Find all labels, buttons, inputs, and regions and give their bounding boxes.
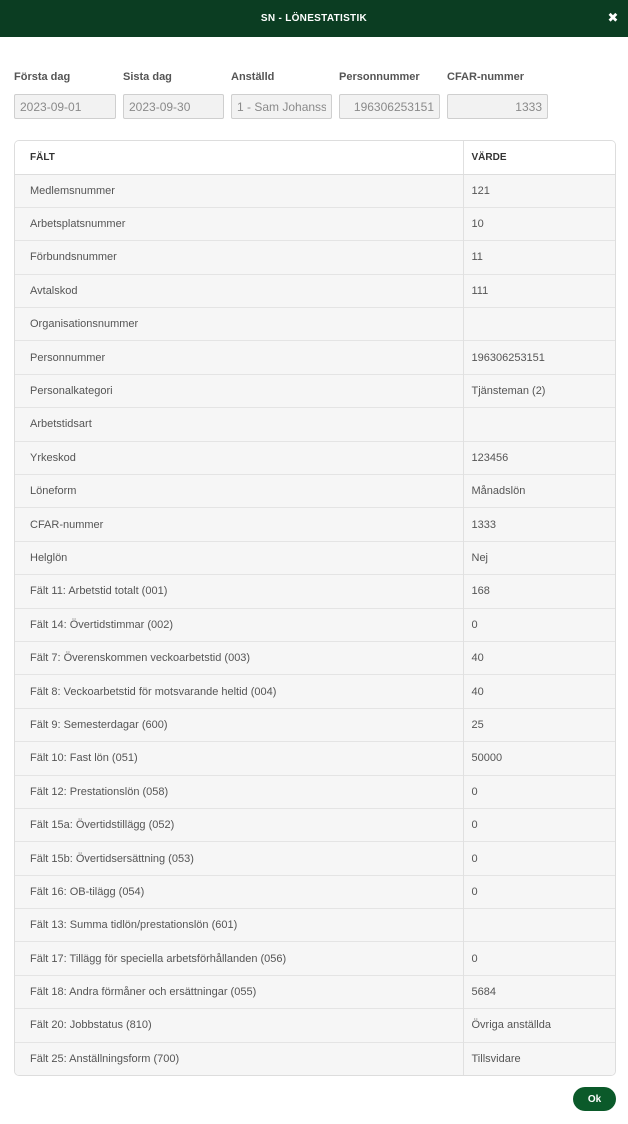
row-field-cell: Fält 12: Prestationslön (058) (15, 775, 463, 808)
row-field-cell: Fält 11: Arbetstid totalt (001) (15, 575, 463, 608)
table-row (15, 708, 615, 741)
row-field-cell: Fält 20: Jobbstatus (810) (15, 1009, 463, 1042)
row-field-cell: Organisationsnummer (15, 308, 463, 341)
first-day-label: Första dag (14, 71, 71, 83)
row-field-cell: Avtalskod (15, 274, 463, 307)
dialog-titlebar (0, 0, 628, 37)
table-row (15, 608, 615, 641)
row-field-cell: Fält 10: Fast lön (051) (15, 742, 463, 775)
table-row (15, 374, 615, 407)
row-field-cell: Fält 14: Övertidstimmar (002) (15, 608, 463, 641)
first-day-field (14, 71, 70, 85)
ok-button[interactable]: Ok (573, 1087, 616, 1111)
row-field-cell: Personnummer (15, 341, 463, 374)
table-row (15, 541, 615, 574)
table-row (15, 1042, 615, 1075)
table-row (15, 875, 615, 908)
employee-input[interactable] (231, 94, 332, 119)
table-row (15, 441, 615, 474)
row-field-cell: Arbetstidsart (15, 408, 463, 441)
table-row (15, 808, 615, 841)
row-field-cell: Arbetsplatsnummer (15, 207, 463, 240)
table-row (15, 942, 615, 975)
table-row (15, 641, 615, 674)
last-day-input[interactable] (123, 94, 224, 119)
last-day-label: Sista dag (123, 71, 172, 83)
row-value-cell: 121 (471, 184, 490, 197)
column-header-field: FÄLT (15, 141, 463, 174)
column-header-value: VÄRDE (463, 141, 615, 174)
row-field-cell: CFAR-nummer (15, 508, 463, 541)
row-value-cell: Övriga anställda (463, 1009, 615, 1042)
row-value-cell: Nej (463, 541, 615, 574)
last-day-field (123, 71, 172, 85)
employee-label: Anställd (231, 71, 275, 83)
row-field-cell: Yrkeskod (15, 441, 463, 474)
table-row (15, 675, 615, 708)
row-value-cell: 0 (463, 842, 615, 875)
row-value-cell: 11 (463, 241, 615, 274)
table-row (15, 508, 615, 541)
row-value-cell: 40 (463, 641, 615, 674)
table-row (15, 575, 615, 608)
personal-number-label: Personnummer (339, 71, 420, 83)
table-body (15, 174, 615, 1076)
row-value-cell: 0 (463, 608, 615, 641)
row-value-cell (463, 308, 615, 341)
row-field-cell: Fält 25: Anställningsform (700) (15, 1042, 463, 1075)
row-value-cell: 50000 (463, 742, 615, 775)
row-field-cell: Löneform (15, 475, 463, 508)
row-field-cell: Fält 8: Veckoarbetstid för motsvarande heltid (004) (15, 675, 463, 708)
row-value-cell: 196306253151 (463, 341, 615, 374)
row-value-cell: Tillsvidare (463, 1042, 615, 1075)
row-field-cell: Fält 15b: Övertidsersättning (053) (15, 842, 463, 875)
row-value-cell (463, 408, 615, 441)
table-row (15, 775, 615, 808)
row-value-cell: 25 (463, 708, 615, 741)
table-row (15, 341, 615, 374)
table-row (15, 1009, 615, 1042)
statistics-table-container (14, 140, 616, 1076)
cfar-number-input[interactable] (447, 94, 548, 119)
row-value-cell: 5684 (463, 975, 615, 1008)
table-row (15, 274, 615, 307)
table-row (15, 207, 615, 240)
row-value-cell: 40 (463, 675, 615, 708)
row-value-cell: 0 (463, 942, 615, 975)
row-value-cell: 0 (463, 875, 615, 908)
row-field-cell: Fält 7: Överenskommen veckoarbetstid (003) (15, 641, 463, 674)
row-value-cell: 0 (463, 775, 615, 808)
row-field-cell: Helglön (15, 541, 463, 574)
table-row (15, 174, 615, 207)
table-row (15, 308, 615, 341)
table-row (15, 408, 615, 441)
row-value-cell: Tjänsteman (2) (463, 374, 615, 407)
row-value-cell: 10 (463, 207, 615, 240)
table-row (15, 842, 615, 875)
employee-field (231, 71, 274, 85)
row-field-cell: Fält 17: Tillägg för speciella arbetsförhållanden (056) (15, 942, 463, 975)
row-field-cell: Fält 18: Andra förmåner och ersättningar (055) (15, 975, 463, 1008)
dialog-title: SN - LÖNESTATISTIK (260, 13, 368, 24)
table-header-row (15, 141, 615, 174)
row-value-cell: 0 (463, 808, 615, 841)
close-icon[interactable]: ✖ (607, 10, 619, 25)
table-row (15, 975, 615, 1008)
row-value-cell: Månadslön (463, 475, 615, 508)
table-row (15, 475, 615, 508)
table-row (15, 241, 615, 274)
cfar-number-label: CFAR-nummer (447, 71, 525, 83)
row-field-cell: Medlemsnummer (15, 174, 463, 207)
table-row (15, 742, 615, 775)
row-value-cell: 123456 (463, 441, 615, 474)
row-field-cell: Fält 15a: Övertidstillägg (052) (15, 808, 463, 841)
row-field-cell: Fält 9: Semesterdagar (600) (15, 708, 463, 741)
row-value-cell (463, 909, 615, 942)
row-field-cell: Förbundsnummer (15, 241, 463, 274)
statistics-table (15, 141, 615, 1076)
row-field-cell: Fält 16: OB-tilägg (054) (15, 875, 463, 908)
first-day-input[interactable] (14, 94, 116, 119)
personal-number-field (339, 71, 420, 85)
row-value-cell: 1333 (463, 508, 615, 541)
row-value-cell: 168 (463, 575, 615, 608)
row-value-cell: 111 (463, 274, 615, 307)
cfar-number-field (447, 71, 524, 85)
row-field-cell: Personalkategori (15, 374, 463, 407)
row-field-cell: Fält 13: Summa tidlön/prestationslön (601) (15, 909, 463, 942)
table-row (15, 909, 615, 942)
personal-number-input[interactable] (339, 94, 440, 119)
